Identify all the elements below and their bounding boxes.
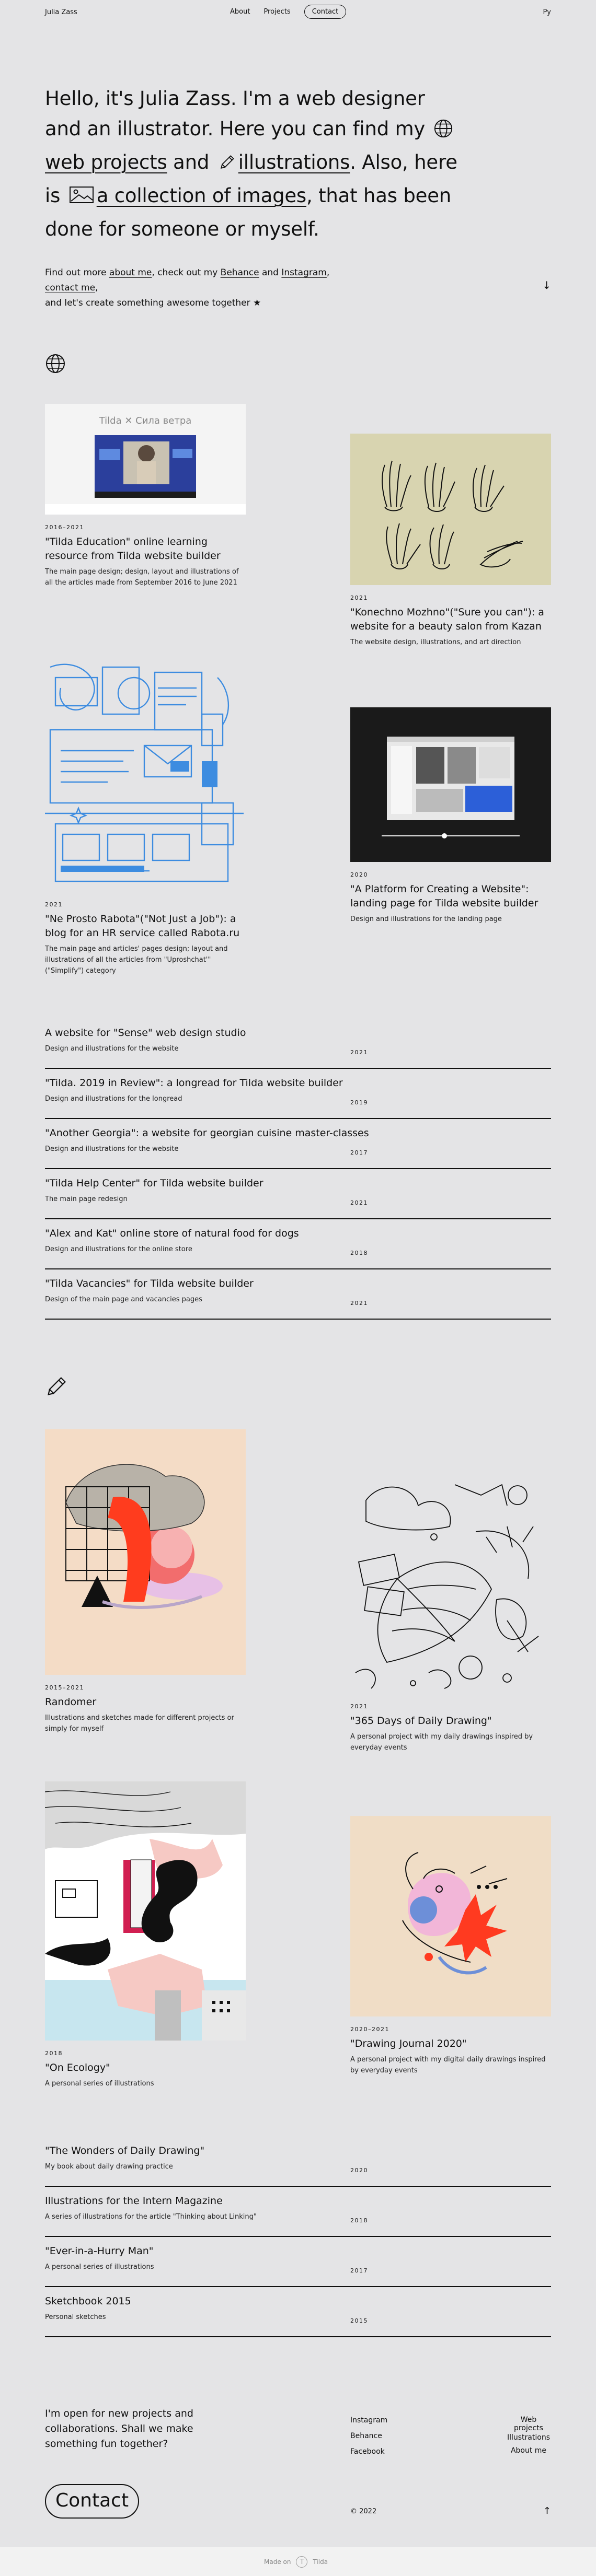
list-item-description: Design of the main page and vacancies pages bbox=[45, 1296, 202, 1303]
project-thumbnail bbox=[45, 404, 246, 515]
globe-icon bbox=[45, 353, 66, 376]
illustrations-list bbox=[45, 2137, 551, 2337]
intro-part: , bbox=[326, 267, 330, 278]
illustrations-link[interactable]: illustrations bbox=[238, 151, 350, 173]
illustration-description: A personal series of illustrations bbox=[45, 2080, 154, 2088]
list-item-year: 2021 bbox=[350, 1300, 368, 1307]
list-item-title: A website for "Sense" web design studio bbox=[45, 1027, 246, 1039]
language-switch[interactable]: Ру bbox=[543, 8, 551, 16]
web-projects-link[interactable]: web projects bbox=[45, 151, 167, 173]
illustration-thumbnail bbox=[350, 1464, 551, 1694]
project-card-tilda-platform[interactable] bbox=[350, 707, 551, 925]
copyright: © 2022 bbox=[350, 2508, 377, 2515]
made-on-label: Made on bbox=[264, 2558, 291, 2566]
illustration-thumbnail bbox=[45, 1781, 246, 2041]
list-item-description: Design and illustrations for the website bbox=[45, 1145, 179, 1153]
list-item-year: 2018 bbox=[350, 2217, 368, 2224]
illustration-title: "365 Days of Daily Drawing" bbox=[350, 1715, 492, 1727]
made-on-tilda-link[interactable] bbox=[264, 2556, 328, 2568]
footer-contact-button[interactable]: Contact bbox=[45, 2484, 139, 2519]
made-on-tilda-bar bbox=[0, 2547, 596, 2576]
list-item[interactable] bbox=[45, 2237, 551, 2287]
list-item-title: Sketchbook 2015 bbox=[45, 2295, 131, 2307]
footer-about-link[interactable]: About me bbox=[510, 2446, 547, 2455]
scroll-down-arrow-icon[interactable]: ↓ bbox=[542, 279, 551, 292]
list-item-description: My book about daily drawing practice bbox=[45, 2163, 173, 2171]
illustration-year: 2018 bbox=[45, 2050, 63, 2057]
list-item[interactable] bbox=[45, 1269, 551, 1320]
footer-facebook-link[interactable]: Facebook bbox=[350, 2447, 385, 2456]
project-description: Design and illustrations for the landing page bbox=[350, 915, 502, 923]
project-description: The main page and articles' pages design; layout and illustrations of all the articles from "Uproshchat'" ("Simplify") category bbox=[45, 945, 228, 975]
illustration-title: "On Ecology" bbox=[45, 2062, 110, 2073]
intro-part: and let's create something awesome together ★ bbox=[45, 298, 261, 308]
illustration-title: Randomer bbox=[45, 1696, 97, 1708]
list-item-year: 2017 bbox=[350, 2267, 368, 2274]
pencil-icon bbox=[217, 150, 236, 181]
list-item[interactable] bbox=[45, 1069, 551, 1119]
back-to-top-arrow-icon[interactable]: ↑ bbox=[543, 2505, 551, 2516]
list-item-title: "Tilda. 2019 in Review": a longread for Tilda website builder bbox=[45, 1077, 343, 1089]
illustration-card-365-days[interactable] bbox=[350, 1464, 551, 1753]
project-card-ne-prosto-rabota[interactable] bbox=[45, 657, 246, 976]
main-nav bbox=[230, 5, 346, 19]
list-item-year: 2015 bbox=[350, 2317, 368, 2324]
nav-about[interactable]: About bbox=[230, 8, 250, 16]
tilda-logo-icon: T bbox=[296, 2556, 307, 2568]
instagram-link[interactable]: Instagram bbox=[281, 267, 327, 278]
list-item-year: 2020 bbox=[350, 2167, 368, 2174]
illustration-card-drawing-journal[interactable] bbox=[350, 1816, 551, 2076]
hero-also: . Also, here is bbox=[45, 151, 457, 207]
list-item-title: "Ever-in-a-Hurry Man" bbox=[45, 2245, 154, 2257]
nav-projects[interactable]: Projects bbox=[263, 8, 291, 16]
illustration-description: Illustrations and sketches made for different projects or simply for myself bbox=[45, 1714, 234, 1733]
list-item-year: 2021 bbox=[350, 1049, 368, 1056]
list-item[interactable] bbox=[45, 2287, 551, 2337]
list-item[interactable] bbox=[45, 2137, 551, 2187]
list-item-year: 2018 bbox=[350, 1250, 368, 1256]
list-item-description: Design and illustrations for the website bbox=[45, 1045, 179, 1053]
list-item-title: "Another Georgia": a website for georgian cuisine master-classes bbox=[45, 1127, 369, 1139]
list-item-title: "Alex and Kat" online store of natural food for dogs bbox=[45, 1228, 299, 1239]
project-year: 2021 bbox=[45, 901, 63, 908]
list-item-year: 2021 bbox=[350, 1199, 368, 1206]
globe-icon bbox=[433, 117, 453, 147]
project-title: "Tilda Education" online learning resource from Tilda website builder bbox=[45, 536, 221, 562]
tilda-label: Tilda bbox=[313, 2558, 328, 2566]
nav-contact-button[interactable]: Contact bbox=[304, 5, 347, 19]
project-title: "A Platform for Creating a Website": landing page for Tilda website builder bbox=[350, 883, 538, 909]
footer-web-projects-link[interactable]: Web projects bbox=[514, 2416, 543, 2432]
footer-site-links bbox=[506, 2412, 551, 2458]
list-item[interactable] bbox=[45, 1119, 551, 1169]
list-item-title: "Tilda Help Center" for Tilda website builder bbox=[45, 1178, 263, 1189]
intro-part: and bbox=[259, 267, 282, 278]
list-item[interactable] bbox=[45, 1219, 551, 1269]
illustration-description: A personal project with my digital daily drawings inspired by everyday events bbox=[350, 2056, 546, 2074]
list-item[interactable] bbox=[45, 1019, 551, 1069]
illustration-description: A personal project with my daily drawings inspired by everyday events bbox=[350, 1733, 533, 1752]
project-thumbnail bbox=[45, 657, 246, 892]
site-logo[interactable]: Julia Zass bbox=[45, 8, 77, 16]
footer-social-links bbox=[350, 2412, 387, 2460]
list-item-description: The main page redesign bbox=[45, 1195, 128, 1203]
list-item-year: 2019 bbox=[350, 1099, 368, 1106]
web-projects-list bbox=[45, 1019, 551, 1320]
project-title: "Ne Prosto Rabota"("Not Just a Job"): a blog for an HR service called Rabota.ru bbox=[45, 913, 240, 939]
footer-behance-link[interactable]: Behance bbox=[350, 2432, 382, 2440]
intro-part: , check out my bbox=[152, 267, 221, 278]
list-item-description: Design and illustrations for the longread bbox=[45, 1095, 182, 1103]
footer-instagram-link[interactable]: Instagram bbox=[350, 2416, 388, 2425]
list-item-description: Design and illustrations for the online store bbox=[45, 1245, 192, 1253]
footer-illustrations-link[interactable]: Illustrations bbox=[507, 2433, 550, 2442]
project-description: The main page design; design, layout and illustrations of all the articles made from September 2016 to June 2021 bbox=[45, 568, 239, 587]
list-item-title: "Tilda Vacancies" for Tilda website builder bbox=[45, 1278, 254, 1289]
hero-tail: , that has been done for someone or myself. bbox=[45, 184, 452, 240]
list-item-description: Personal sketches bbox=[45, 2313, 106, 2321]
project-description: The website design, illustrations, and art direction bbox=[350, 638, 521, 646]
project-thumbnail bbox=[350, 434, 551, 585]
project-year: 2020 bbox=[350, 871, 368, 878]
list-item-title: Illustrations for the Intern Magazine bbox=[45, 2195, 223, 2207]
list-item[interactable] bbox=[45, 1169, 551, 1219]
illustration-card-on-ecology[interactable] bbox=[45, 1781, 246, 2089]
illustration-year: 2015–2021 bbox=[45, 1684, 84, 1691]
hero-and: and bbox=[173, 151, 210, 173]
list-item-description: A series of illustrations for the article "Thinking about Linking" bbox=[45, 2213, 257, 2221]
list-item-year: 2017 bbox=[350, 1149, 368, 1156]
list-item-title: "The Wonders of Daily Drawing" bbox=[45, 2145, 205, 2157]
project-title: "Konechno Mozhno"("Sure you can"): a website for a beauty salon from Kazan bbox=[350, 607, 544, 632]
contact-me-link[interactable]: contact me bbox=[45, 283, 96, 293]
list-item-description: A personal series of illustrations bbox=[45, 2263, 154, 2271]
illustration-year: 2020–2021 bbox=[350, 2026, 389, 2033]
collection-link[interactable]: a collection of images bbox=[96, 184, 306, 207]
project-year: 2021 bbox=[350, 595, 368, 601]
pencil-icon bbox=[45, 1375, 68, 1400]
project-card-konechno-mozhno[interactable] bbox=[350, 434, 551, 648]
hero-text-1: Hello, it's Julia Zass. I'm a web designer and an illustrator. Here you can find my bbox=[45, 87, 426, 140]
about-me-link[interactable]: about me bbox=[109, 267, 152, 278]
illustration-thumbnail bbox=[350, 1816, 551, 2016]
thumbnail-caption: Tilda ✕ Сила ветра bbox=[99, 415, 192, 426]
site-header bbox=[0, 0, 596, 24]
intro-part: Find out more bbox=[45, 267, 109, 278]
illustration-year: 2021 bbox=[350, 1703, 368, 1710]
footer-message: I'm open for new projects and collaborations. Shall we make something fun together? bbox=[45, 2408, 193, 2450]
image-icon bbox=[68, 184, 95, 214]
project-year: 2016–2021 bbox=[45, 524, 84, 531]
illustration-card-randomer[interactable] bbox=[45, 1429, 246, 1734]
project-card-tilda-education[interactable] bbox=[45, 404, 246, 588]
list-item[interactable] bbox=[45, 2187, 551, 2237]
illustration-title: "Drawing Journal 2020" bbox=[350, 2038, 467, 2049]
project-thumbnail bbox=[350, 707, 551, 862]
illustration-thumbnail bbox=[45, 1429, 246, 1675]
intro-part: , bbox=[95, 283, 98, 293]
behance-link[interactable]: Behance bbox=[220, 267, 259, 278]
intro-text bbox=[45, 265, 359, 311]
hero-heading bbox=[45, 84, 458, 244]
